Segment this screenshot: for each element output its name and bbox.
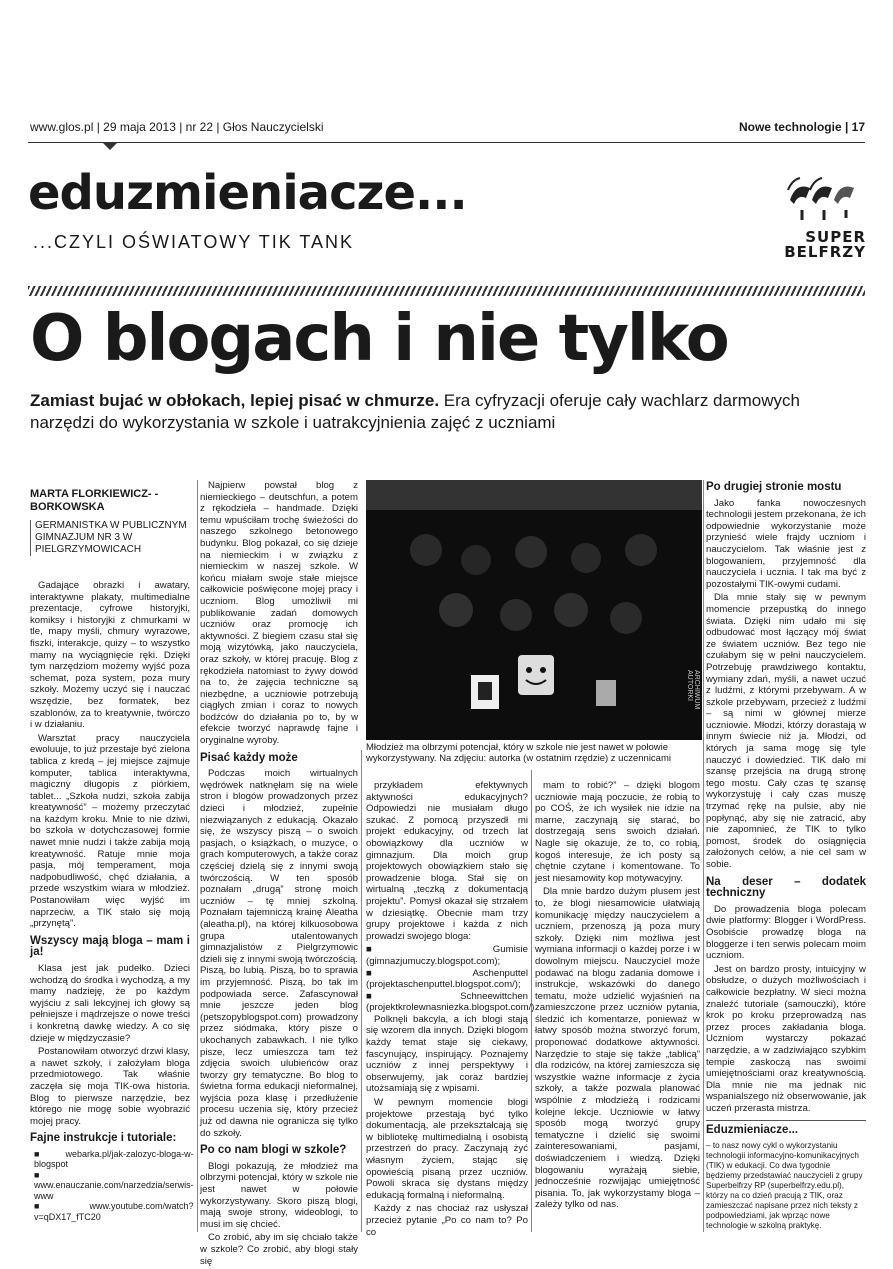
megaphone-heads-icon xyxy=(782,170,866,225)
col4-paragraph: Dla mnie bardzo dużym plusem jest to, że blogi niesamowicie ułatwiają komunikację między nauczycielem a uczniem, przenoszą ją poza mury szkoły. Dzięki nim możliwa jest wymiana informacji o każdej porze i w dowolnym miejscu. Nauczyciel może podawać na blogu zadania domowe i instrukcje, wskazówki do danego tematu, może udzielić wyjaśnień na zamieszczone przez uczniów pytania, śledzić ich komentarze, ponieważ w łatwy sposób można stworzyć forum, proponować dodatkowe aktywności. Narzędzie to staje się także „tablicą” dla rodziców, na której zamieszcza się wszystkie ważne informacje z życia szkoły, a także pozwala planować wspólnie z młodzieżą i rodzicami kolejne lekcje. Uczniowie w łatwy sposób mogą tworzyć grupy tematyczne i dzielić się swoimi zainteresowaniami, pasjami, doświadczeniem i wiedzą. Dzięki blogowaniu wyrażają siebie, jednocześnie rozwijając umiejętność pisania. To, jak wykorzystamy bloga – zależy tylko od nas. xyxy=(535,886,700,1211)
col4-paragraph: mam to robić?” – dzięki blogom uczniowie mają poczucie, że robią to po COŚ, że ich wysiłek nie idzie na marne, zaczynają się starać, bo dostrzegają sens swoich działań. Nagle się okazuje, że to, co robią, kogoś interesuje, że ich posty są chętnie czytane i komentowane. To jest niesamowity kop motywacyjny. xyxy=(535,780,700,884)
column-rule xyxy=(197,480,198,1232)
col5-subheading: Po drugiej stronie mostu xyxy=(706,481,842,493)
column-5 xyxy=(706,480,866,1231)
col1-paragraph: Gadające obrazki i awatary, interaktywne plakaty, multimedialne prezentacje, cyfrowe historyjki, komiksy i historyjki z chmurkami w tle, mapy myśli, chmury wyrazowe, fiszki, interakcje, quizy – to wszystko mamy na wyciągnięcie ręki. Dzięki tym narzędziom możemy wyjść poza schemat, poza system, poza mury szkoły. Możemy uczyć się i nauczać wszędzie, bez formatek, bez szablonów, za to kreatywnie, twórczo i w działaniu. xyxy=(30,580,190,731)
article-lead xyxy=(30,390,860,434)
article-photo xyxy=(366,480,702,740)
series-subtitle: ...CZYLI OŚWIATOWY TIK TANK xyxy=(33,232,355,252)
col1-paragraph: Klasa jest jak pudełko. Dzieci wchodzą do środka i wychodzą, a my mamy nadzieję, że po każdym wyjściu z sali lekcyjnej ich głowy są pełniejsze i mądrzejsze o nowe treści i konkretną dawkę wiedzy. A co się dzieje w międzyczasie? xyxy=(30,963,190,1044)
column-4 xyxy=(535,780,700,1213)
column-1 xyxy=(30,580,194,1222)
col5-paragraph: Do prowadzenia bloga polecam dwie platformy: Blogger i WordPress. Osobiście prowadzę bloga na bloggerze i ten serwis polecam moim uczniom. xyxy=(706,903,866,962)
lead-bold: Zamiast bujać w obłokach, lepiej pisać w chmurze. xyxy=(30,391,440,410)
tutorials-box xyxy=(30,1148,194,1223)
col1-paragraph: Postanowiłam otworzyć drzwi klasy, a nawet szkoły, i założyłam bloga przedmiotowego. Tak właśnie zaczęła się moja TIK-owa historia. Blog to pierwsze narzędzie, bez którego nie mogę sobie wyobrazić mojej pracy. xyxy=(30,1046,190,1127)
col1-paragraph: Warsztat pracy nauczyciela ewoluuje, to już przestaje być zielona tablica z kredą – jej miejsce zajmuje komputer, tablica interaktywna, magiczny długopis z piórkiem, tablet... „Szkoła nudzi, szkoła zabija kreatywność” – możemy przeczytać na każdym kroku. Mnie to nie dziwi, bo szkoła w dotychczasowej formie nawet mnie nudzi i także zabija moją kreatywność. Ratuje mnie moja pasja, mój temperament, moja nadpobudliwość, chęć działania, a przede wszystkim wiara w młodzież. Postanowiłam więc wyjść im naprzeciw, a TIK stało się moją „przynętą”. xyxy=(30,732,190,930)
tutorial-link[interactable]: ■ webarka.pl/jak-zalozyc-bloga-w-blogspot xyxy=(34,1148,194,1170)
page-header-right: Nowe technologie | 17 xyxy=(738,120,865,134)
tutorials-list xyxy=(34,1149,194,1223)
col5-paragraph: Jako fanka nowoczesnych technologii jestem przekonana, że ich odpowiednie wykorzystanie może przynieść wiele frajdy uczniom i nauczycielom. Tak właśnie jest z blogowaniem, przyjemność dla nauczyciela i ucznia. I tak ma być z pozostałymi TIK-owymi cudami. xyxy=(706,497,866,590)
superbelfrzy-logo xyxy=(782,170,866,265)
lead-rest: Era cyfryzacji oferuje cały wachlarz darmowych narzędzi do wykorzystania w szkole i uatrakcyjnienia zajęć z uczniami xyxy=(30,391,800,432)
project-blog-link[interactable]: ■ Schneewittchen (projektkrolewnasniezka.blogspot.com/). xyxy=(366,990,538,1014)
author-name: MARTA FLORKIEWICZ- -BORKOWSKA xyxy=(30,488,159,513)
logo-text-belfrzy: BELFRZY xyxy=(784,243,866,261)
series-box-text: – to nasz nowy cykl o wykorzystaniu technologii informacyjno-komunikacyjnych (TIK) w edukacji. Co dwa tygodnie będziemy przedstawiać nauczycieli z grupy Superbelfrzy RP (superbelfrzy.edu.pl), którzy na co dzień pracują z TIK, oraz zamieszczać napisane przez nich teksty z podpowiedziami, jak wprząc nowe technologie w szkolną praktykę. xyxy=(706,1141,863,1231)
photo-caption: Młodzież ma olbrzymi potencjał, który w szkole nie jest nawet w połowie wykorzystywany. Na zdjęciu: autorka (w ostatnim rzędzie) z uczennicami xyxy=(366,742,671,764)
col2-paragraph: Najpierw powstał blog z niemieckiego – deutschfun, a potem z rękodzieła – handmade. Dzięki temu wpuściłam trochę świeżości do naszego szkolnego betonowego budynku. Blog pokazał, co się dzieje na niemieckim i w związku z niemieckim w naszej szkole. W końcu miałam swoje stałe miejsce całkowicie poświęcone mojej pracy i uczniom. Blog umożliwił mi publikowanie zadań domowych uczniów oraz promocję ich aktywności. Z biegiem czasu stał się moją wizytówką, jako nauczyciela, oraz szkoły, w której pracuję. Blog z rękodzieła natomiast to żywy dowód na to, że zajęcia techniczne są niezbędne, a uczniowie potrzebują ciągłych zmian i coraz to nowych bodźców do działania po to, by w efekcie tworzyć naprawdę fajne i oryginalne wyroby. xyxy=(200,480,358,747)
header-chevron xyxy=(102,142,118,150)
series-box-heading: Eduzmieniacze... xyxy=(706,1120,866,1137)
col3-paragraph: W pewnym momencie blogi projektowe przestają być tylko dokumentacją, ale przekształcają się w bibliotekę multimedialną i osobistą przestrzeń do pracy. Zaczynają żyć własnym życiem, stając się opowieścią pisaną przez uczniów. Powoli skraca się dystans między edukacją formalną i nieformalną. xyxy=(366,1097,528,1201)
column-3 xyxy=(366,780,538,1240)
project-blog-link[interactable]: ■ Gumisie (gimnazjumuczy.blogspot.com); xyxy=(366,944,528,967)
author-affiliation: GERMANISTKA W PUBLICZNYM GIMNAZJUM NR 3 W PIELGRZYMOWICACH xyxy=(30,520,195,556)
column-rule xyxy=(361,750,362,1232)
students-photo-illustration xyxy=(366,480,702,740)
col3-paragraph: przykładem efektywnych aktywności edukacyjnych? Odpowiedzi nie musiałam długo szukać. Z pomocą przyszedł mi projekt edukacyjny, od trzech lat obowiązkowy dla uczniów w gimnazjum. Dla moich grup projektowych obowiązkiem stało się prowadzenie bloga. Stał się on wirtualną „teczką z dokumentacją projektu”. Pomysł okazał się strzałem w dziesiątkę. Obecnie mam trzy grupy projektowe i każda z nich prowadzi swojego bloga: xyxy=(366,780,528,942)
col5-subheading: Na deser – dodatek techniczny xyxy=(706,875,866,900)
col2-paragraph: Co zrobić, aby im się chciało także w szkole? Co zrobić, aby blogi stały się xyxy=(200,1232,358,1267)
tutorials-heading: Fajne instrukcje i tutoriale: xyxy=(30,1132,177,1145)
page-header-left: www.glos.pl | 29 maja 2013 | nr 22 | Głos Nauczycielski xyxy=(30,120,324,134)
project-blog-link[interactable]: ■ Aschenputtel (projektaschenputtel.blogspot.com/); xyxy=(366,967,528,991)
photo-credit: ARCHIWUM AUTORKI xyxy=(686,670,700,710)
tutorial-link[interactable]: ■ www.enauczanie.com/narzedzia/serwis-www xyxy=(34,1169,194,1201)
col3-paragraph: Każdy z nas chociaż raz usłyszał przecież pytanie „Po co nam to? Po co xyxy=(366,1203,528,1238)
header-rule xyxy=(28,142,865,143)
column-rule xyxy=(703,480,704,1232)
article-headline: O blogach i nie tylko xyxy=(30,302,728,376)
series-title: eduzmieniacze... xyxy=(28,165,467,221)
col1-subheading: Wszyscy mają bloga – mam i ja! xyxy=(30,934,190,959)
logo-text-super: SUPER xyxy=(805,228,866,246)
col2-subheading: Pisać każdy może xyxy=(200,751,298,764)
col2-subheading: Po co nam blogi w szkole? xyxy=(200,1144,347,1157)
col2-paragraph: Blogi pokazują, że młodzież ma olbrzymi potencjał, który w szkole nie jest nawet w połowie wykorzystywany. Skoro piszą blogi, mają swoje strony, wideoblogi, to musi im się chcieć. xyxy=(200,1160,358,1230)
col2-paragraph: Podczas moich wirtualnych wędrówek natknęłam się na wiele stron i blogów prowadzonych przez dzieci i młodzież, zupełnie niezwiązanych z edukacją. Okazało się, że wszyscy piszą – o swoich pasjach, o książkach, o muzyce, o grach komputerowych, a także coraz częściej dzielą się z innymi swoją twórczością. W ten sposób poznałam „drugą” stronę moich uczniów – tę mniej szkolną. Poznałam tajemniczą krainę Aleatha (aleatha.pl), na której kilkuosobowa grupa utalentowanych gimnazjalistów z Pielgrzymowic dzieli się z innymi swoją twórczością. Piszą, bo lubią. Piszą, bo to sprawia im przyjemność. Piszą, bo tak im podpowiada serce. Zafascynował mnie jeszcze jeden blog (petszopyblogspot.com) prowadzony przez siódmaka, który pisze o ukochanych zabawkach. I nie tylko pisze, lecz umieszcza tam też zdjęcia swoich ulubieńców oraz tworzy gry tematyczne. Bo blog to świetna forma edukacji nieformalnej, wyjścia poza klasę i przedłużenie procesu uczenia się, który przecież już od dawna nie ogranicza się tylko do szkoły. xyxy=(200,768,358,1139)
col5-paragraph: Dla mnie stały się w pewnym momencie przepustką do innego świata. Dzięki nim udało mi się odbudować most łączący mój świat ze światem uczniów. Bez tego nie czułabym się w pełni nauczycielem. Potrzebuję prawdziwego kontaktu, wymiany zdań, myśli, a nawet uczuć z ludźmi, z którymi przebywam. A w szkole przebywam, przecież z ludźmi – są nimi w głównej mierze uczniowie. Młodzi, którzy dorastają w innym świecie niż ja. Młodzi, od których ja sama mogę się tyle nauczyć i dowiedzieć. TIK dało mi szansę przejścia na drugą stronę tego mostu. Cały czas tę szansę wykorzystuję i cały czas muszę trzymać rękę na pulsie, aby nie popłynąć, aby się nie zatracić, aby nie zapomnieć, że TIK to tylko pomost, środek do osiągnięcia założonych celów, a nie cel sam w sobie. xyxy=(706,592,866,870)
hatched-divider xyxy=(28,286,865,296)
column-rule xyxy=(531,770,532,1232)
col5-paragraph: Jest on bardzo prosty, intuicyjny w obsłudze, o dużych możliwościach i całkowicie bezpłatny. W sieci można znaleźć tutoriale (samouczki), które krok po kroku przeprowadzą nas przez proces zakładania bloga. Uczniom wystarczy pokazać narzędzie, a w zadziwiająco szybkim tempie zaskoczą nas swoimi umiejętnościami oraz kreatywnością. Dla mnie nie ma jednak nic wspanialszego niż obserwowanie, jak uczeń przerasta mistrza. xyxy=(706,963,866,1114)
col3-paragraph: Polknęli bakcyla, a ich blogi stają się wzorem dla innych. Dzięki blogom każdy temat staje się ciekawy, fascynujący, inspirujący. Poznajemy uczniów z innej perspektywy i obserwujemy, jak coraz bardziej utożsamiają się z wpisami. xyxy=(366,1013,528,1095)
tutorial-link[interactable]: ■ www.youtube.com/watch?v=qDX17_fTC20 xyxy=(34,1201,194,1222)
column-2 xyxy=(200,480,358,1269)
